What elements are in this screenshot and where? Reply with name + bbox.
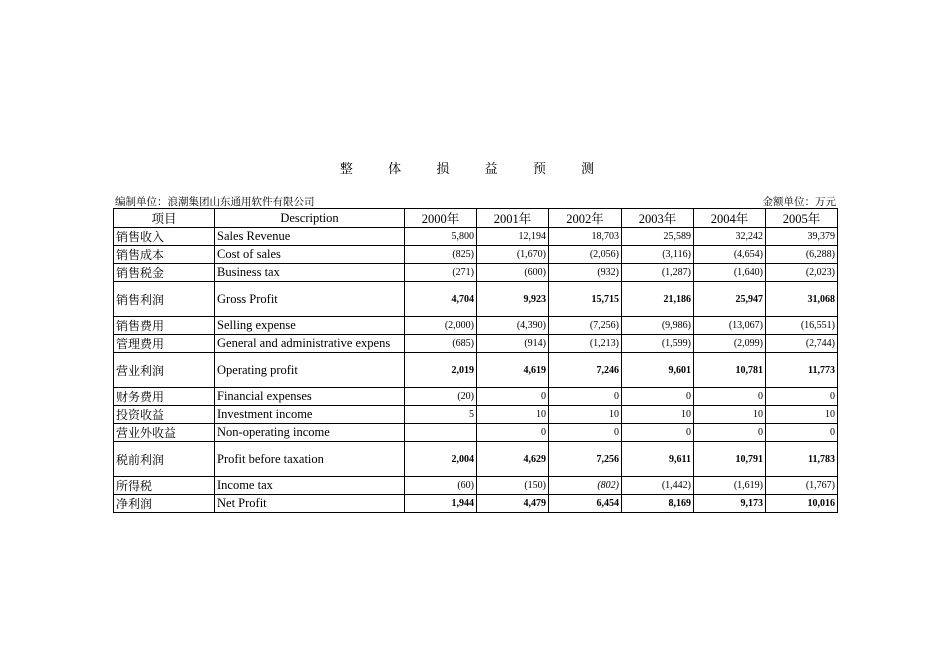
cell-value: 10: [694, 406, 766, 424]
header-year: 2003年: [622, 209, 694, 228]
cell-value: (1,287): [622, 264, 694, 282]
cell-value: 10,791: [694, 442, 766, 477]
row-description: Sales Revenue: [215, 228, 405, 246]
cell-value: 4,704: [405, 282, 477, 317]
table-row: [114, 424, 838, 442]
cell-value: 10: [477, 406, 549, 424]
cell-value: (4,654): [694, 246, 766, 264]
table-row: [114, 246, 838, 264]
row-item: 销售成本: [114, 246, 215, 264]
cell-value: (1,619): [694, 477, 766, 495]
cell-value: (4,390): [477, 317, 549, 335]
cell-value: 5,800: [405, 228, 477, 246]
cell-value: 10: [549, 406, 622, 424]
cell-value: (20): [405, 388, 477, 406]
cell-value: (13,067): [694, 317, 766, 335]
cell-value: [405, 424, 477, 442]
cell-value: 6,454: [549, 495, 622, 513]
cell-value: 0: [766, 388, 838, 406]
table-row: [114, 228, 838, 246]
cell-value: 0: [694, 424, 766, 442]
cell-value: 7,246: [549, 353, 622, 388]
row-description: Business tax: [215, 264, 405, 282]
cell-value: (932): [549, 264, 622, 282]
row-item: 税前利润: [114, 442, 215, 477]
cell-value: 0: [477, 424, 549, 442]
cell-value: 0: [549, 424, 622, 442]
table-row: [114, 264, 838, 282]
table-row-subtotal: [114, 353, 838, 388]
cell-value: 1,944: [405, 495, 477, 513]
row-item: 营业利润: [114, 353, 215, 388]
row-description: Selling expense: [215, 317, 405, 335]
cell-value: (7,256): [549, 317, 622, 335]
cell-value: 9,601: [622, 353, 694, 388]
row-item: 销售税金: [114, 264, 215, 282]
row-item: 所得税: [114, 477, 215, 495]
row-item: 销售收入: [114, 228, 215, 246]
row-item: 投资收益: [114, 406, 215, 424]
cell-value: 4,619: [477, 353, 549, 388]
profit-forecast-table: [113, 208, 838, 513]
cell-value: (600): [477, 264, 549, 282]
cell-value: 10: [622, 406, 694, 424]
cell-value: 7,256: [549, 442, 622, 477]
cell-value: (1,767): [766, 477, 838, 495]
currency-unit: 金额单位：万元: [762, 197, 836, 208]
cell-value: (914): [477, 335, 549, 353]
row-description: Income tax: [215, 477, 405, 495]
cell-value: 10,016: [766, 495, 838, 513]
cell-value: (685): [405, 335, 477, 353]
cell-value: 10: [766, 406, 838, 424]
cell-value: 2,004: [405, 442, 477, 477]
cell-value: 0: [549, 388, 622, 406]
cell-value: 0: [622, 388, 694, 406]
cell-value: 9,611: [622, 442, 694, 477]
cell-value: (2,099): [694, 335, 766, 353]
row-description: Net Profit: [215, 495, 405, 513]
cell-value: (1,599): [622, 335, 694, 353]
row-item: 营业外收益: [114, 424, 215, 442]
cell-value: (2,744): [766, 335, 838, 353]
cell-value: 0: [766, 424, 838, 442]
cell-value: (16,551): [766, 317, 838, 335]
header-year: 2000年: [405, 209, 477, 228]
cell-value: 9,923: [477, 282, 549, 317]
cell-value: (1,442): [622, 477, 694, 495]
cell-value: (3,116): [622, 246, 694, 264]
cell-value: (1,640): [694, 264, 766, 282]
cell-value: 25,589: [622, 228, 694, 246]
row-description: Non-operating income: [215, 424, 405, 442]
cell-value: 10,781: [694, 353, 766, 388]
row-item: 销售费用: [114, 317, 215, 335]
row-item: 销售利润: [114, 282, 215, 317]
cell-value: (2,056): [549, 246, 622, 264]
row-description: Gross Profit: [215, 282, 405, 317]
cell-value: (825): [405, 246, 477, 264]
cell-value: 11,773: [766, 353, 838, 388]
cell-value: 2,019: [405, 353, 477, 388]
cell-value: (6,288): [766, 246, 838, 264]
header-description: Description: [215, 209, 405, 228]
cell-value: 25,947: [694, 282, 766, 317]
cell-value: 8,169: [622, 495, 694, 513]
header-row: [114, 209, 838, 228]
table-row: [114, 335, 838, 353]
row-item: 净利润: [114, 495, 215, 513]
row-description: Cost of sales: [215, 246, 405, 264]
cell-value: 18,703: [549, 228, 622, 246]
cell-value: 21,186: [622, 282, 694, 317]
row-description: Investment income: [215, 406, 405, 424]
cell-value: 0: [477, 388, 549, 406]
cell-value: 11,783: [766, 442, 838, 477]
header-year: 2004年: [694, 209, 766, 228]
row-description: General and administrative expens: [215, 335, 405, 353]
cell-value: 9,173: [694, 495, 766, 513]
header-year: 2005年: [766, 209, 838, 228]
header-item: 项目: [114, 209, 215, 228]
cell-value: 5: [405, 406, 477, 424]
table-row-subtotal: [114, 442, 838, 477]
cell-value: (1,213): [549, 335, 622, 353]
cell-value: 4,629: [477, 442, 549, 477]
row-description: Financial expenses: [215, 388, 405, 406]
row-item: 财务费用: [114, 388, 215, 406]
page-title: 整 体 损 益 预 测: [339, 161, 611, 176]
table-row-subtotal: [114, 282, 838, 317]
row-item: 管理费用: [114, 335, 215, 353]
cell-value: (150): [477, 477, 549, 495]
cell-value: (2,000): [405, 317, 477, 335]
table-row-total: [114, 495, 838, 513]
cell-value: (9,986): [622, 317, 694, 335]
cell-value: 32,242: [694, 228, 766, 246]
compiling-unit: 编制单位：浪潮集团山东通用软件有限公司: [115, 197, 315, 208]
cell-value: 31,068: [766, 282, 838, 317]
cell-value: (2,023): [766, 264, 838, 282]
cell-value: (60): [405, 477, 477, 495]
table-row: [114, 317, 838, 335]
cell-value: (802): [549, 477, 622, 495]
table-row: [114, 388, 838, 406]
cell-value: 12,194: [477, 228, 549, 246]
cell-value: 39,379: [766, 228, 838, 246]
cell-value: (1,670): [477, 246, 549, 264]
cell-value: 0: [694, 388, 766, 406]
header-year: 2001年: [477, 209, 549, 228]
row-description: Operating profit: [215, 353, 405, 388]
cell-value: 15,715: [549, 282, 622, 317]
table-row: [114, 406, 838, 424]
header-year: 2002年: [549, 209, 622, 228]
cell-value: 0: [622, 424, 694, 442]
table-row: [114, 477, 838, 495]
cell-value: (271): [405, 264, 477, 282]
row-description: Profit before taxation: [215, 442, 405, 477]
cell-value: 4,479: [477, 495, 549, 513]
